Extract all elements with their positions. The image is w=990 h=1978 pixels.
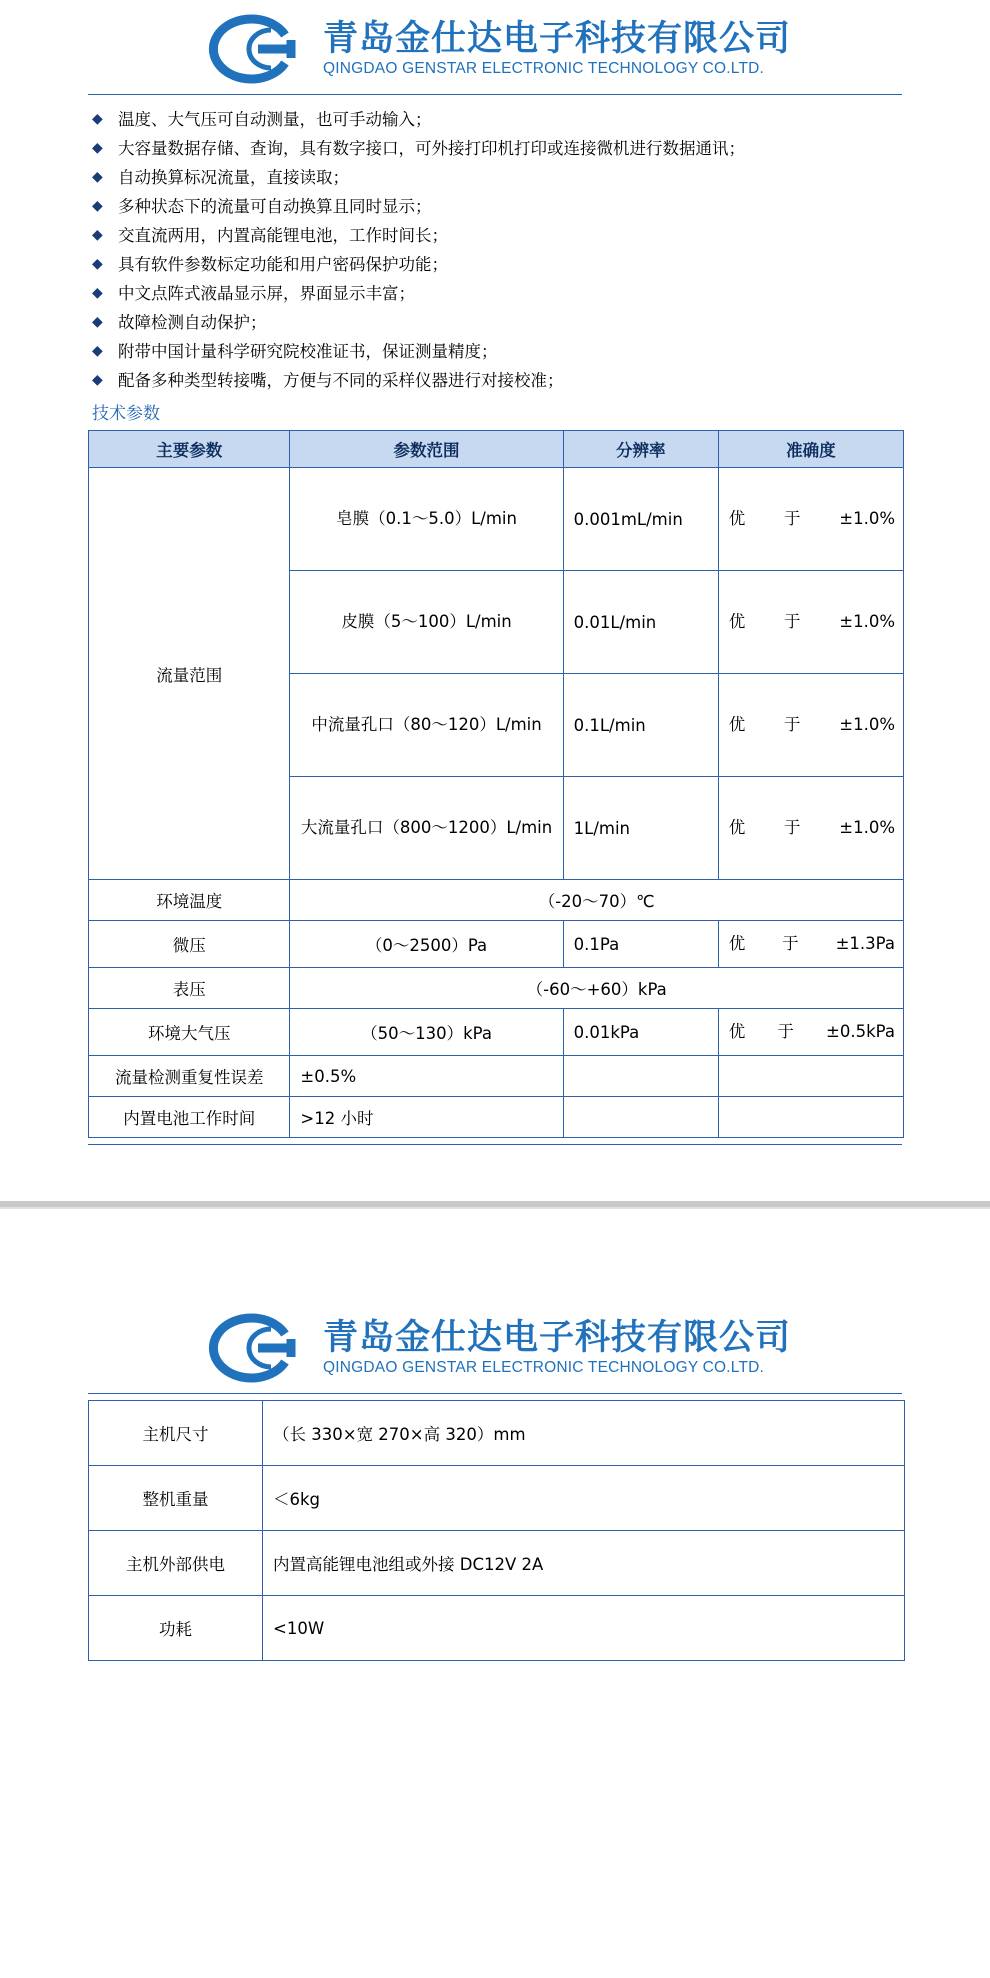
cell-resolution-soap-film: 0.001mL/min (563, 468, 718, 571)
company-logo-icon (199, 1309, 317, 1387)
company-name-cn: 青岛金仕达电子科技有限公司 (322, 18, 791, 59)
column-header-range: 参数范围 (290, 431, 563, 468)
feature-text: 交直流两用，内置高能锂电池，工作时间长； (118, 226, 448, 245)
list-item (92, 192, 930, 221)
company-name-cn: 青岛金仕达电子科技有限公司 (322, 1317, 791, 1358)
cell-value-host-dimensions: （长 330×宽 270×高 320）mm (263, 1401, 905, 1466)
cell-accuracy-medium-orifice: 优 于 ±1.0% (718, 674, 903, 777)
feature-text: 中文点阵式液晶显示屏，界面显示丰富； (118, 284, 415, 303)
cell-resolution-battery-runtime (563, 1097, 718, 1138)
cell-resolution-atmospheric-pressure: 0.01kPa (563, 1009, 718, 1056)
cell-resolution-large-orifice: 1L/min (563, 777, 718, 880)
table-row (89, 1466, 905, 1531)
cell-param-host-dimensions: 主机尺寸 (89, 1401, 263, 1466)
page-2 (0, 1265, 990, 1661)
table-row (89, 1056, 904, 1097)
list-item (92, 221, 930, 250)
cell-resolution-leather-film: 0.01L/min (563, 571, 718, 674)
diamond-bullet-icon: ◆ (92, 227, 103, 243)
cell-resolution-repeatability-error (563, 1056, 718, 1097)
company-logo-icon (199, 10, 317, 88)
feature-text: 故障检测自动保护； (118, 313, 267, 332)
diamond-bullet-icon: ◆ (92, 256, 103, 272)
list-item (92, 337, 930, 366)
cell-param-battery-runtime: 内置电池工作时间 (89, 1097, 290, 1138)
feature-text: 附带中国计量科学研究院校准证书，保证测量精度； (118, 342, 498, 361)
column-header-accuracy: 准确度 (718, 431, 903, 468)
cell-range-large-orifice: 大流量孔口（800～1200）L/min (290, 777, 563, 880)
diamond-bullet-icon: ◆ (92, 169, 103, 185)
table-row (89, 1596, 905, 1661)
cell-accuracy-soap-film: 优 于 ±1.0% (718, 468, 903, 571)
cell-accuracy-leather-film: 优 于 ±1.0% (718, 571, 903, 674)
company-header (0, 0, 990, 92)
cell-accuracy-large-orifice: 优 于 ±1.0% (718, 777, 903, 880)
page-gap (0, 1145, 990, 1201)
section-title-tech-params: 技术参数 (92, 404, 160, 424)
column-header-resolution: 分辨率 (563, 431, 718, 468)
cell-accuracy-battery-runtime (718, 1097, 903, 1138)
feature-text: 大容量数据存储、查询，具有数字接口，可外接打印机打印或连接微机进行数据通讯； (118, 139, 745, 158)
cell-range-battery-runtime: >12 小时 (290, 1097, 563, 1138)
cell-value-power-consumption: <10W (263, 1596, 905, 1661)
list-item (92, 134, 930, 163)
feature-text: 多种状态下的流量可自动换算且同时显示； (118, 197, 432, 216)
list-item (92, 308, 930, 337)
company-header-2 (0, 1299, 990, 1391)
column-header-param: 主要参数 (89, 431, 290, 468)
cell-param-power-consumption: 功耗 (89, 1596, 263, 1661)
list-item (92, 366, 930, 395)
company-name-en: QINGDAO GENSTAR ELECTRONIC TECHNOLOGY CO.LTD. (322, 60, 765, 78)
diamond-bullet-icon: ◆ (92, 111, 103, 127)
feature-text: 自动换算标况流量，直接读取； (118, 168, 349, 187)
company-name-block (323, 19, 791, 79)
cell-resolution-micro-pressure: 0.1Pa (563, 921, 718, 968)
spec-table (88, 430, 904, 1138)
table-row (89, 1097, 904, 1138)
company-name-block-2 (323, 1318, 791, 1378)
spec-table-2 (88, 1400, 905, 1661)
table-row (89, 921, 904, 968)
diamond-bullet-icon: ◆ (92, 140, 103, 156)
list-item (92, 163, 930, 192)
cell-range-medium-orifice: 中流量孔口（80～120）L/min (290, 674, 563, 777)
cell-param-gauge-pressure: 表压 (89, 968, 290, 1009)
cell-range-atmospheric-pressure: （50～130）kPa (290, 1009, 563, 1056)
diamond-bullet-icon: ◆ (92, 372, 103, 388)
cell-resolution-medium-orifice: 0.1L/min (563, 674, 718, 777)
cell-value-external-power: 内置高能锂电池组或外接 DC12V 2A (263, 1531, 905, 1596)
cell-accuracy-micro-pressure: 优 于 ±1.3Pa (718, 921, 903, 968)
feature-text: 配备多种类型转接嘴，方便与不同的采样仪器进行对接校准； (118, 371, 564, 390)
header-divider-2 (88, 1393, 902, 1394)
feature-text: 温度、大气压可自动测量，也可手动输入； (118, 110, 432, 129)
list-item (92, 105, 930, 134)
cell-param-ambient-temp: 环境温度 (89, 880, 290, 921)
feature-text: 具有软件参数标定功能和用户密码保护功能； (118, 255, 448, 274)
table-row (89, 468, 904, 571)
cell-range-gauge-pressure: （-60～+60）kPa (290, 968, 904, 1009)
cell-value-total-weight: ＜6kg (263, 1466, 905, 1531)
feature-list (0, 105, 990, 395)
cell-param-micro-pressure: 微压 (89, 921, 290, 968)
cell-param-external-power: 主机外部供电 (89, 1531, 263, 1596)
cell-range-leather-film: 皮膜（5～100）L/min (290, 571, 563, 674)
cell-accuracy-repeatability-error (718, 1056, 903, 1097)
diamond-bullet-icon: ◆ (92, 285, 103, 301)
diamond-bullet-icon: ◆ (92, 314, 103, 330)
list-item (92, 250, 930, 279)
cell-param-total-weight: 整机重量 (89, 1466, 263, 1531)
diamond-bullet-icon: ◆ (92, 343, 103, 359)
table-header-row (89, 431, 904, 468)
table-row (89, 968, 904, 1009)
company-name-en: QINGDAO GENSTAR ELECTRONIC TECHNOLOGY CO.LTD. (322, 1359, 765, 1377)
cell-accuracy-atmospheric-pressure: 优 于 ±0.5kPa (718, 1009, 903, 1056)
diamond-bullet-icon: ◆ (92, 198, 103, 214)
cell-range-micro-pressure: （0～2500）Pa (290, 921, 563, 968)
cell-range-repeatability-error: ±0.5% (290, 1056, 563, 1097)
cell-param-repeatability-error: 流量检测重复性误差 (89, 1056, 290, 1097)
cell-range-ambient-temp: （-20～70）℃ (290, 880, 904, 921)
header-divider (88, 94, 902, 95)
page-gap-2 (0, 1209, 990, 1265)
cell-param-flow-range: 流量范围 (89, 468, 290, 880)
table-row (89, 880, 904, 921)
table-row (89, 1009, 904, 1056)
list-item (92, 279, 930, 308)
table-row (89, 1401, 905, 1466)
table-row (89, 1531, 905, 1596)
cell-param-atmospheric-pressure: 环境大气压 (89, 1009, 290, 1056)
cell-range-soap-film: 皂膜（0.1～5.0）L/min (290, 468, 563, 571)
